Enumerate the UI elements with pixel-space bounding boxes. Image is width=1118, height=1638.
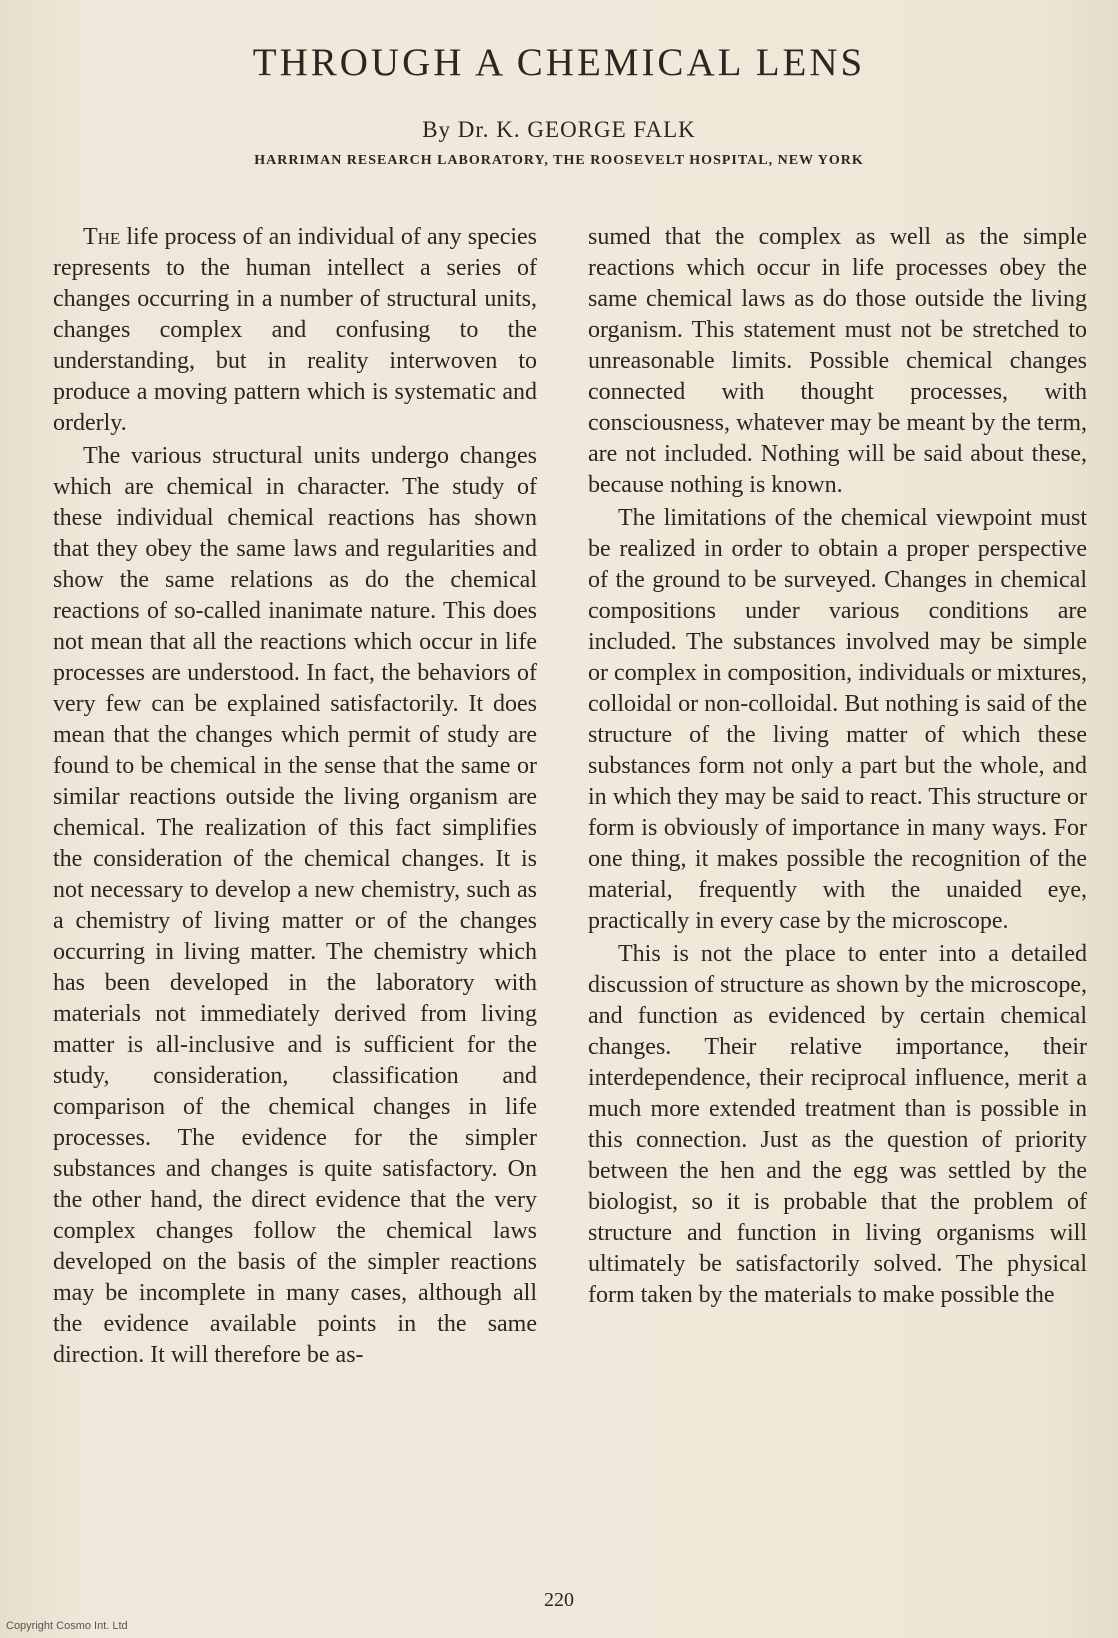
paragraph: The limitations of the chemical viewpoint must be realized in order to obtain a proper perspective of the ground to be surveyed. Changes in chemical compositions under various conditions are included. The substances involved may be simple or complex in composition, individuals or mixtures, colloidal or non-colloidal. But nothing is said of the structure of the living matter of which these substances form not only a part but the whole, and in which they may be said to react. This structure or form is obviously of importance in many ways. For one thing, it makes possible the recognition of the material, frequently with the unaided eye, practically in every case by the microscope.: [588, 505, 1087, 934]
paragraph: sumed that the complex as well as the simple reactions which occur in life processes obey the same chemical laws as do those outside the living organism. This statement must not be stretched to unreasonable limits. Possible chemical changes connected with thought processes, with consciousness, whatever may be meant by the term, are not included. Nothing will be said about these, because nothing is known.: [588, 224, 1087, 498]
author-affiliation: HARRIMAN RESEARCH LABORATORY, THE ROOSEVELT HOSPITAL, NEW YORK: [254, 153, 864, 168]
author-byline: By Dr. K. GEORGE FALK: [422, 117, 696, 142]
paragraph: This is not the place to enter into a detailed discussion of structure as shown by the microscope, and function as evidenced by certain chemical changes. Their relative importance, their interdependence, their reciprocal influence, merit a much more extended treatment than is possible in this connection. Just as the question of priority between the hen and the egg was settled by the biologist, so it is probable that the problem of structure and function in living organisms will ultimately be satisfactorily solved. The physical form taken by the materials to make possible the: [588, 941, 1087, 1308]
left-column: [53, 222, 537, 1371]
paragraph-text: life process of an individual of any species represents to the human intellect a series of changes occurring in a number of structural units, changes complex and confusing to the understanding, but in reality interwoven to produce a moving pattern which is systematic and orderly.: [53, 224, 537, 436]
right-column: [588, 222, 1087, 1311]
paragraph: [53, 222, 537, 439]
article-title: THROUGH A CHEMICAL LENS: [252, 41, 866, 84]
copyright-notice: Copyright Cosmo Int. Ltd: [6, 1620, 128, 1632]
page-number: 220: [544, 1589, 574, 1611]
lead-word: The: [83, 224, 121, 250]
paragraph: The various structural units undergo changes which are chemical in character. The study of these individual chemical reactions has shown that they obey the same laws and regularities and show the same relations as do the chemical reactions of so-called inanimate nature. This does not mean that all the reactions which occur in life processes are understood. In fact, the behaviors of very few can be explained satisfactorily. It does mean that the changes which permit of study are found to be chemical in the sense that the same or similar reactions outside the living organism are chemical. The realization of this fact simplifies the consideration of the chemical changes. It is not necessary to develop a new chemistry, such as a chemistry of living matter or of the changes occurring in living matter. The chemistry which has been developed in the laboratory with materials not immediately derived from living matter is all-inclusive and is sufficient for the study, consideration, classification and comparison of the chemical changes in life processes. The evidence for the simpler substances and changes is quite satisfactory. On the other hand, the direct evidence that the very complex changes follow the chemical laws developed on the basis of the simpler reactions may be incomplete in many cases, although all the evidence available points in the same direction. It will therefore be as-: [53, 443, 537, 1368]
